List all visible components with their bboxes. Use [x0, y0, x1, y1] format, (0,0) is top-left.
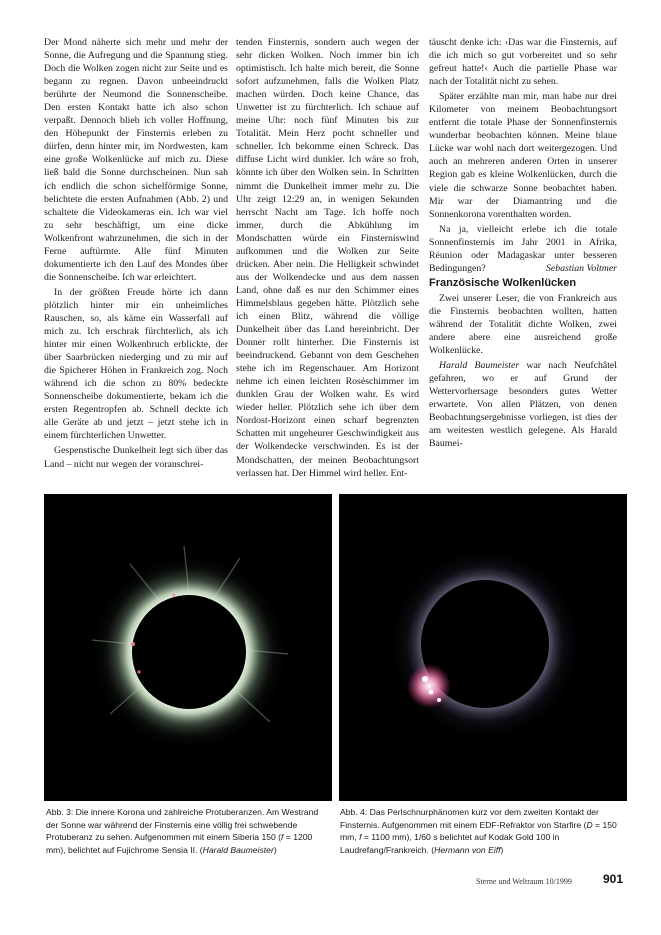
caption-symbol: f [281, 832, 284, 843]
caption-symbol: f [359, 832, 362, 843]
caption-text: ) [273, 844, 277, 855]
caption-symbol: D [586, 819, 593, 830]
paragraph: Der Mond näherte sich mehr und mehr der Sonne, die Aufregung und die Spannung stieg. Doch die Wolken zogen nicht zur Seite und es begann zu regnen. Davon unbeeindruckt berührte der Neumond die Sonnenscheibe. Den ersten Kontakt hatte ich also schon verpaßt. Dennoch blieb ich voller Hoffnung, den Höhepunkt der Finsternis erleben zu dürfen, denn hinter mir, im Nordwesten, kam eine große Wolkenlücke auf mich zu. Diese ließ bald die Sonne durchscheinen. Nun sah ich endlich die schon sichelförmige Sonne, belichtete die ersten Aufnahmen (Abb. 2) und schaltete die Videokameras ein. Ich war viel zu sehr beschäftigt, um eine dicke Wolkenfront wahrzunehmen, die sich in der Ferne auftürmte. Alle fünf Minuten dokumentierte ich den Lauf des Mondes über die Sonnenscheibe. Ich war erleichtert. [44, 37, 228, 283]
caption-text: ) [500, 844, 504, 855]
paragraph: Später erzählte man mir, man habe nur drei Kilometer von meinem Beobachtungsort entfernt die totale Phase der Sonnenfinsternis wunderbar beobachten können. Meine blaue Lücke war wohl nach dort weitergezogen. Und auch an mehreren anderen Orten in unserer Region gab es kleine Wolkenlücken, durch die viele die schwarze Sonne beobachtet haben. Mir war der Diamantring und die Sonnenkorona vorenthalten worden. [429, 91, 617, 220]
paragraph: Gespenstische Dunkelheit legt sich über das Land – nicht nur wegen der voranschrei- [44, 445, 228, 470]
paragraph [429, 359, 617, 450]
paragraph-text: war nach Neufchâtel gefahren, wo er auf Grund der Wettervorhersage besonders gutes Wetter erwartete. Von allen Plätzen, von denen Beobachtungsergebnisse vorliegen, ist dies der am weitesten westlich gelegene. Als Harald Baumei- [429, 360, 617, 450]
text-column-1 [44, 36, 228, 473]
photo-credit: Harald Baumeister [202, 844, 274, 855]
journal-name: Sterne und Weltraum 10/1999 [476, 877, 572, 886]
paragraph: tenden Finsternis, sondern auch wegen der sehr dicken Wolken. Noch immer bin ich optimistisch. Ich halte mich bereit, die Sonne sofort aufzunehmen, falls die Wolken Platz machen würden. Doch keine Chance, das Unwetter ist zu fürchterlich. Ich schaue auf meine Uhr: noch fünf Minuten bis zur Totalität. Mein Herz pocht schneller und schneller. Ich bekomme einen Schreck. Das diffuse Licht wird dunkler. Ich wäre so froh, könnte ich über den Wolken sein. In Schritten nimmt die Dunkelheit immer mehr zu. Die Uhr zeigt 12:29 an, in wenigen Sekunden herrscht Nacht am Tage. Ich hoffe noch immer, durch die Abkühlung im Mondschatten würde ein Finsterniswind aufkommen und die Wolken zur Seite drücken. Aber nein. Die Helligkeit schwindet aus der Wolkendecke und aus dem nassen Land, ohne daß es nur den Schimmer eines Himmelsblaus gegeben hätte. Plötzlich sehe ich einen Blitz, während die völlige Dunkelheit über das Land hereinbricht. Der Donner rollt hinterher. Die Finsternis ist beeindruckend. Gebannt von dem Geschehen stehe ich im Regenschauer. Am Horizont nehme ich einen leichten Roséschimmer im dunklen Grau der Wolken wahr. Es wird wieder heller. Plötzlich sehe ich über dem Nordost-Horizont einen scharf begrenzten Schatten mit ungeheurer Geschwindigkeit aus der Wolkendecke verschwinden. Es ist der Mondschatten, der meinen Beobachtungsort verlassen hat. Der Himmel wird heller. Ent- [236, 37, 419, 479]
page-number: 901 [603, 872, 624, 886]
paragraph-text: Na ja, vielleicht erlebe ich die totale Sonnenfinsternis im Jahr 2001 in Afrika, Réunion oder Madagaskar unter besseren Bedingungen? [429, 223, 617, 274]
eclipse-photo-corona [44, 494, 332, 801]
text-column-2 [236, 36, 419, 482]
caption-text: = 1200 mm), belichtet auf Fujichrome Sensia II. ( [46, 832, 313, 855]
figure-caption-4 [340, 806, 622, 856]
figure-caption-3 [46, 806, 328, 856]
eclipse-photo-bailys-beads [339, 494, 627, 801]
caption-text: = 1100 mm), 1/60 s belichtet auf Kodak Gold 100 in Laudrefang/Frankreich. ( [340, 832, 560, 855]
paragraph: Zwei unserer Leser, die von Frankreich aus die Finsternis beobachten wollten, hatten während der Totalität dichte Wolken, zwei andere abere eine ausreichend große Wolkenlücke. [429, 292, 617, 357]
section-heading: Französische Wolkenlücken [429, 276, 577, 289]
caption-text: Abb. 4: Das Perlschnurphänomen kurz vor dem zweiten Kontakt der Finsternis. Aufgenommen mit einem EDF-Refraktor von Starfire ( [340, 807, 599, 830]
photo-credit: Hermann von Eiff [434, 844, 501, 855]
text-column-3 [429, 36, 617, 452]
paragraph [429, 223, 617, 275]
person-name: Harald Baumeister [439, 360, 520, 372]
caption-text: = 150 mm, [340, 819, 617, 843]
paragraph: täuscht denke ich: ›Das war die Finsternis, auf die ich mich so gut vorbereitet und so sehr gefreut hatte!‹ Auch die partielle Phase war nach der Totalität nicht zu sehen. [429, 37, 617, 88]
caption-text: Abb. 3: Die innere Korona und zahlreiche Protuberanzen. Am Westrand der Sonne war während der Finsternis eine völlig frei schwebende Protuberanz zu sehen. Aufgenommen mit einem Siberia 150 ( [46, 807, 319, 843]
author-signature: Sebastian Voltmer [545, 262, 617, 274]
paragraph: In der größten Freude hörte ich dann plötzlich hinter mir ein unheimliches Rauschen, so, als käme ein Wasserfall auf mich zu. Ich erschrak fürchterlich, als ich hinter mir einen Wolkenbruch erblickte, der über Saarbrücken niederging und zu mir auf die Spicherer Höhen in Frankreich zog. Noch während ich die schon zu 80% bedeckte Sonnenscheibe dokumentierte, bekam ich die ersten Regentropfen ab. Schnell deckte ich alle Geräte ab und jetzt – jetzt stehe ich in einem fürchterlichen Unwetter. [44, 286, 228, 442]
